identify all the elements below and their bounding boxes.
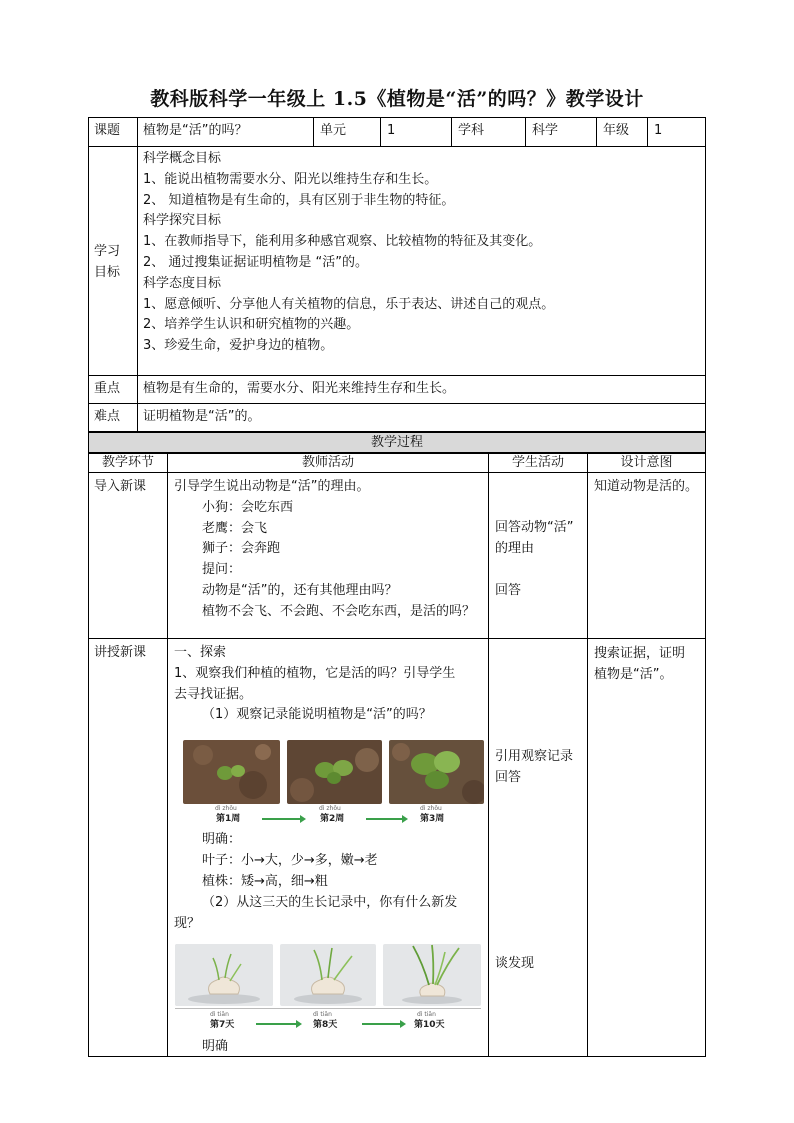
teacher-line: 动物是“活”的，还有其他理由吗？ xyxy=(202,582,398,598)
topic-value: 植物是“活”的吗？ xyxy=(143,123,248,138)
new-teacher xyxy=(174,643,455,726)
key-label: 重点 xyxy=(94,381,121,396)
teacher-line: 明确： xyxy=(202,832,242,847)
teacher-line: 去寻找证据。 xyxy=(174,686,253,702)
goal-line: 科学态度目标 xyxy=(143,275,222,291)
topic-label: 课题 xyxy=(94,123,121,138)
pinyin-label: dì zhōu xyxy=(215,805,237,812)
goals-list xyxy=(143,149,554,357)
garlic-photo-day7 xyxy=(175,944,273,1006)
teacher-line: 狮子：会奔跑 xyxy=(202,541,281,557)
header-teacher: 教师活动 xyxy=(167,453,489,473)
goal-line: 1、在教师指导下，能利用多种感官观察、比较植物的特征及其变化。 xyxy=(143,234,542,250)
teacher-line: （2）从这三天的生长记录中，你有什么新发 xyxy=(202,895,458,910)
figure-caption: 第8天 xyxy=(313,1020,338,1030)
new-stage: 讲授新课 xyxy=(94,645,147,660)
subject-label: 学科 xyxy=(458,123,485,138)
intro-stage: 导入新课 xyxy=(94,479,147,494)
arrow-icon xyxy=(256,1023,298,1025)
student-line: 回答动物“活” xyxy=(495,520,574,535)
figure-caption: 第1周 xyxy=(216,814,241,824)
pinyin-label: dì zhōu xyxy=(319,805,341,812)
teacher-line: 提问： xyxy=(202,562,242,578)
pinyin-label: dì zhōu xyxy=(420,805,442,812)
goal-line: 科学概念目标 xyxy=(143,151,222,166)
new-student xyxy=(495,746,573,788)
process-band: 教学过程 xyxy=(88,432,706,453)
new-teacher-2 xyxy=(202,829,378,892)
student-line: 引用观察记录 xyxy=(495,749,574,764)
teacher-line: 引导学生说出动物是“活”的理由。 xyxy=(174,479,370,494)
arrow-icon xyxy=(366,818,404,820)
page-title: 教科版科学一年级上 1.5《植物是“活”的吗？》教学设计 xyxy=(150,88,644,110)
goal-line: 科学探究目标 xyxy=(143,213,222,229)
seedling-photo-week3 xyxy=(389,740,484,804)
new-intent xyxy=(594,643,685,685)
header-intent: 设计意图 xyxy=(587,453,706,473)
new-teacher-4: 明确 xyxy=(202,1039,229,1054)
teacher-line: 叶子：小→大，少→多，嫩→老 xyxy=(202,853,378,868)
new-teacher-3 xyxy=(174,892,457,934)
unit-value: 1 xyxy=(387,123,396,138)
intro-teacher xyxy=(174,477,475,623)
intent-line: 搜索证据，证明 xyxy=(594,646,686,661)
teacher-line: 小狗：会吃东西 xyxy=(202,499,294,515)
student-line: 回答 xyxy=(495,583,522,598)
teacher-line: 一、探索 xyxy=(174,645,227,660)
seedling-photo-week1 xyxy=(183,740,280,804)
difficult-value: 证明植物是“活”的。 xyxy=(143,409,261,424)
figure-caption: 第3周 xyxy=(420,814,445,824)
goal-line: 3、珍爱生命，爱护身边的植物。 xyxy=(143,338,334,354)
intro-intent: 知道动物是活的。 xyxy=(594,479,699,494)
goal-line: 2、 知道植物是有生命的，具有区别于非生物的特征。 xyxy=(143,192,455,208)
seedling-photo-week2 xyxy=(287,740,382,804)
subject-value: 科学 xyxy=(532,123,559,138)
teacher-line: 老鹰：会飞 xyxy=(202,520,268,536)
header-student: 学生活动 xyxy=(488,453,588,473)
goal-line: 2、 通过搜集证据证明植物是 “活”的。 xyxy=(143,254,369,270)
arrow-icon xyxy=(362,1023,402,1025)
teacher-line: 植物不会飞、不会跑、不会吃东西，是活的吗？ xyxy=(202,603,476,619)
teacher-line: （1）观察记录能说明植物是“活”的吗？ xyxy=(202,707,432,723)
figure-caption: 第7天 xyxy=(210,1020,235,1030)
goal-line: 1、愿意倾听、分享他人有关植物的信息，乐于表达、讲述自己的观点。 xyxy=(143,296,555,312)
grade-value: 1 xyxy=(654,123,663,138)
pinyin-label: dì tiān xyxy=(417,1011,436,1018)
header-stage: 教学环节 xyxy=(88,453,168,473)
student-line: 的理由 xyxy=(495,541,535,556)
key-value: 植物是有生命的，需要水分、阳光来维持生存和生长。 xyxy=(143,381,456,396)
garlic-photo-day10 xyxy=(383,944,481,1006)
unit-label: 单元 xyxy=(320,123,347,138)
arrow-icon xyxy=(262,818,302,820)
goal-line: 2、培养学生认识和研究植物的兴趣。 xyxy=(143,317,360,333)
teacher-line: 现？ xyxy=(174,916,201,931)
pinyin-label: dì tiān xyxy=(313,1011,332,1018)
new-student-2: 谈发现 xyxy=(495,956,535,971)
difficult-label: 难点 xyxy=(94,409,121,424)
figure-caption: 第2周 xyxy=(320,814,345,824)
student-line: 回答 xyxy=(495,770,522,785)
teacher-line: 1、观察我们种植的植物，它是活的吗？引导学生 xyxy=(174,665,456,681)
intent-line: 植物是“活”。 xyxy=(594,667,673,682)
teacher-line: 植株：矮→高，细→粗 xyxy=(202,874,328,889)
goals-label-2: 目标 xyxy=(94,265,121,280)
goal-line: 1、能说出植物需要水分、阳光以维持生存和生长。 xyxy=(143,171,438,187)
figure-caption: 第10天 xyxy=(414,1020,445,1030)
garlic-photo-day8 xyxy=(280,944,376,1006)
pinyin-label: dì tiān xyxy=(210,1011,229,1018)
goals-label-1: 学习 xyxy=(94,244,121,259)
intro-student xyxy=(495,517,573,601)
grade-label: 年级 xyxy=(603,123,630,138)
